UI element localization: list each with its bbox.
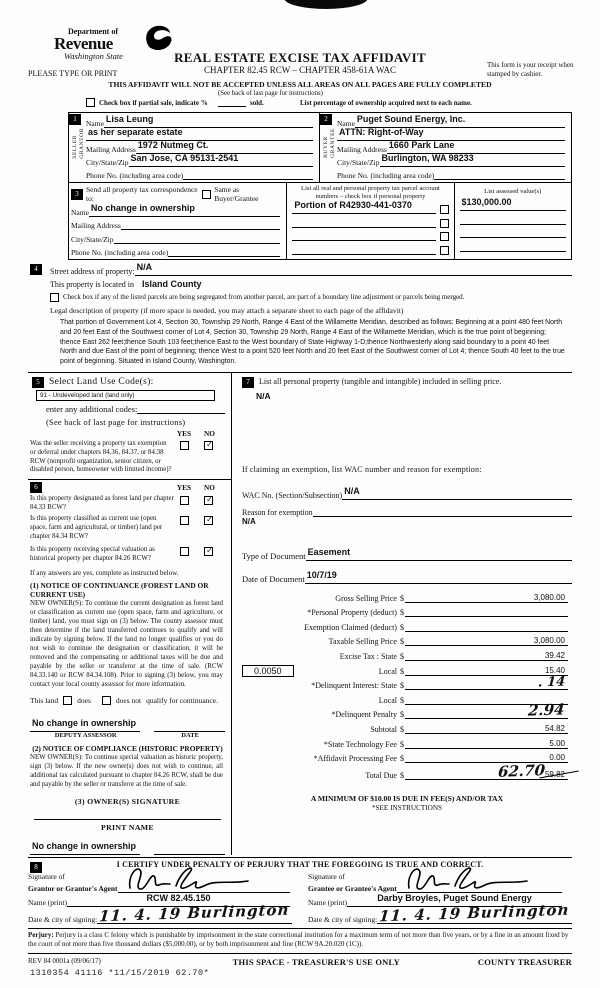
acceptance-warning: THIS AFFIDAVIT WILL NOT BE ACCEPTED UNLESS ALL AREAS ON ALL PAGES ARE FULLY COMPLETED bbox=[108, 80, 492, 89]
does-not-qualify-checkbox[interactable] bbox=[102, 696, 111, 705]
tax-field-exemption[interactable] bbox=[405, 622, 568, 632]
buyer-role-label: BUYER bbox=[323, 136, 329, 158]
exemption-header: If claiming an exemption, list WAC number and reason for exemption: bbox=[241, 464, 482, 474]
tax-field-processing-fee[interactable]: 0.00 bbox=[405, 753, 568, 763]
forest-land-question: Is this property designated as forest land per chapter 84.33 RCW? bbox=[30, 495, 174, 512]
historic-question: Is this property receiving special valuation as historical property per chapter 84.26 RCW? bbox=[30, 546, 155, 563]
personal-property-checkbox-2[interactable] bbox=[440, 219, 449, 228]
deputy-assessor-label: DEPUTY ASSESSOR bbox=[54, 731, 117, 739]
seller-role-label: SELLER bbox=[72, 134, 78, 159]
no-header: NO bbox=[204, 428, 215, 438]
logo-state-line: Washington State bbox=[64, 51, 123, 62]
seller-name-label: Name bbox=[86, 119, 104, 128]
treasurer-space-label: THIS SPACE - TREASURER'S USE ONLY bbox=[232, 956, 400, 967]
seller-section bbox=[69, 113, 320, 182]
parcel-field-1[interactable]: Portion of R42930-441-0370 bbox=[292, 195, 435, 214]
seller-name2-field[interactable]: as her separate estate bbox=[86, 122, 313, 141]
tax-row-gross: Gross Selling Price $ 3,080.00 bbox=[242, 588, 572, 603]
same-as-buyer-checkbox[interactable] bbox=[202, 190, 211, 199]
grantee-name-label: Name (print) bbox=[308, 898, 347, 908]
parcel-field-4[interactable] bbox=[292, 246, 435, 255]
personal-property-value[interactable]: N/A bbox=[255, 390, 271, 401]
historic-no-checkbox[interactable]: ✓ bbox=[204, 547, 213, 556]
forest-no-checkbox[interactable]: ✓ bbox=[204, 496, 213, 505]
grantee-sig-label-2: Grantee or Grantee's Agent bbox=[308, 883, 397, 893]
notice-compliance-text: NEW OWNER(S): To continue special valuation as historic property, sign (3) below. If the new owner(s) does not wish to continue, all additional tax calculated pursuant to chapter 84.26 RCW, shall be due and payable by the seller or transferor at the time of sale. bbox=[30, 753, 223, 788]
certify-statement: I CERTIFY UNDER PENALTY OF PERJURY THAT THE FOREGOING IS TRUE AND CORRECT. bbox=[116, 859, 484, 869]
wac-number-label: WAC No. (Section/Subsection) bbox=[241, 490, 343, 500]
see-back-instructions: (See back of last page for instructions) bbox=[46, 416, 186, 427]
tax-row-tech-fee: *State Technology Fee $ 5.00 bbox=[242, 734, 572, 749]
grantee-date-handwritten: 11. 4. 19 Burlington bbox=[378, 900, 571, 926]
notice-compliance-title: (2) NOTICE OF COMPLIANCE (HISTORIC PROPERTY) bbox=[32, 743, 223, 753]
exemption-reason-label: Reason for exemption bbox=[241, 507, 313, 517]
tax-row-total-due: Total Due $ 62.70 59.82 bbox=[242, 763, 572, 780]
print-name-heading: PRINT NAME bbox=[101, 822, 154, 832]
corr-city-field[interactable] bbox=[114, 234, 281, 244]
grantor-date-handwritten: 11. 4. 19 Burlington bbox=[98, 900, 291, 926]
section-6-number: 6 bbox=[30, 482, 42, 493]
deputy-date-label: DATE bbox=[181, 731, 200, 739]
segregated-checkbox[interactable] bbox=[50, 293, 59, 302]
buyer-section bbox=[320, 113, 571, 182]
parcel-numbers-section bbox=[287, 183, 454, 259]
parcel-field-3[interactable] bbox=[292, 232, 435, 241]
ownership-percentage-note: List percentage of ownership acquired next to each name. bbox=[300, 99, 472, 107]
street-address-field[interactable]: N/A bbox=[135, 257, 572, 276]
handwritten-penalty: 2.94 bbox=[527, 700, 566, 720]
seller-phone-field[interactable] bbox=[183, 170, 313, 180]
dor-swoosh-icon bbox=[140, 23, 174, 53]
seller-city-label: City/State/Zip bbox=[86, 158, 129, 167]
grantee-signature-block bbox=[300, 872, 572, 924]
parcel-field-2[interactable] bbox=[292, 219, 435, 228]
yes-header-2: YES bbox=[176, 483, 192, 493]
doc-type-label: Type of Document bbox=[241, 550, 306, 561]
does-not-label: does not bbox=[115, 695, 142, 705]
land-use-column bbox=[28, 373, 232, 855]
tax-row-delinquent-penalty: *Delinquent Penalty $ 2.94 bbox=[242, 705, 572, 720]
grantor-signature-block bbox=[28, 872, 300, 924]
tax-row-excise-state: Excise Tax : State $ 39.42 bbox=[242, 646, 572, 661]
rev-number: REV 84 0001a (09/06/17) bbox=[28, 956, 101, 965]
tax-row-taxable: Taxable Selling Price $ 3,080.00 bbox=[242, 632, 572, 647]
parties-table bbox=[68, 112, 572, 260]
additional-codes-field[interactable] bbox=[137, 405, 225, 414]
tax-row-delinquent-interest-state: *Delinquent Interest: State $ . 14 bbox=[242, 676, 572, 691]
perjury-notice bbox=[28, 928, 572, 954]
corr-mailing-field[interactable] bbox=[121, 220, 281, 230]
doc-date-label: Date of Document bbox=[241, 573, 305, 584]
tax-field-excise-state[interactable]: 39.42 bbox=[405, 651, 568, 661]
does-label: does bbox=[77, 695, 91, 705]
form-footer bbox=[28, 957, 572, 967]
tax-row-local: 0.0050 Local $ 15.40 bbox=[242, 661, 572, 676]
grantee-signature-field[interactable] bbox=[397, 881, 562, 893]
personal-property-checkbox-4[interactable] bbox=[440, 246, 449, 255]
qualify-prefix: This land bbox=[30, 695, 59, 705]
corr-name-field[interactable]: No change in ownership bbox=[89, 198, 280, 217]
grantor-name-label: Name (print) bbox=[28, 898, 67, 908]
section-7-number: 7 bbox=[242, 377, 254, 388]
minimum-due-note: A MINIMUM OF $10.00 IS DUE IN FEE(S) AND/OR TAX bbox=[310, 794, 504, 804]
print-name-field-2[interactable] bbox=[154, 845, 225, 855]
assessed-field-1[interactable]: $130,000.00 bbox=[460, 192, 566, 211]
tax-row-delinquent-interest-local: Local $ bbox=[242, 690, 572, 705]
buyer-phone-field[interactable] bbox=[434, 170, 565, 180]
buyer-city-field[interactable]: Burlington, WA 98233 bbox=[380, 148, 566, 167]
perjury-text: Perjury is a class C felony which is punishable by imprisonment in the state correctional institution for a maximum term of not more than five years, or by a fine in an amount fixed by the court of not more than five thousand dollars ($5,000.00), or by both imprisonment and fine (RCW 9A.20.020 (1C)). bbox=[28, 931, 569, 949]
legal-description-label: Legal description of property (if more space is needed, you may attach a separate sheet to each page of the affidavit) bbox=[50, 306, 404, 315]
tax-row-processing-fee: *Affidavit Processing Fee $ 0.00 bbox=[242, 749, 572, 764]
corr-phone-field[interactable] bbox=[168, 247, 280, 257]
tax-field-delinquent-penalty[interactable] bbox=[405, 700, 568, 720]
grantee-date-label: Date & city of signing: bbox=[308, 915, 378, 925]
type-or-print-note: PLEASE TYPE OR PRINT bbox=[28, 69, 118, 78]
personal-property-checkbox-1[interactable] bbox=[440, 205, 449, 214]
land-use-title: Select Land Use Code(s): bbox=[49, 377, 154, 388]
deputy-assessor-field[interactable]: No change in ownership bbox=[30, 713, 140, 732]
grantor-name-field[interactable]: RCW 82.45.150 bbox=[67, 888, 290, 907]
partial-sale-label: Check box if partial sale, indicate % bbox=[99, 99, 208, 107]
handwritten-total: 62.70 bbox=[497, 761, 546, 781]
qualify-suffix: qualify for continuance. bbox=[146, 695, 218, 705]
form-title: REAL ESTATE EXCISE TAX AFFIDAVIT bbox=[174, 50, 426, 65]
buyer-attn-field[interactable]: ATTN: Right-of-Way bbox=[337, 122, 565, 141]
no-header-2: NO bbox=[204, 483, 215, 493]
certification-section bbox=[28, 857, 572, 924]
grantor-role-label: GRANTOR bbox=[79, 128, 86, 159]
partial-sale-sold-label: sold. bbox=[250, 99, 264, 107]
tax-row-subtotal: Subtotal $ 54.82 bbox=[242, 719, 572, 734]
assessed-field-4[interactable] bbox=[460, 243, 566, 252]
current-use-no-checkbox[interactable]: ✓ bbox=[204, 516, 213, 525]
notice-continuance-title: (1) NOTICE OF CONTINUANCE (FOREST LAND OR CURRENT USE) bbox=[30, 581, 209, 600]
tax-field-local[interactable]: 15.40 bbox=[405, 666, 568, 676]
grantor-sig-label-2: Grantor or Grantor's Agent bbox=[28, 883, 118, 893]
tax-column bbox=[232, 373, 572, 855]
tax-field-delinquent-interest-state[interactable] bbox=[405, 676, 568, 690]
tax-field-taxable[interactable]: 3,080.00 bbox=[405, 636, 568, 646]
seller-phone-label: Phone No. (including area code) bbox=[86, 171, 184, 180]
partial-sale-checkbox[interactable] bbox=[86, 98, 95, 107]
buyer-name-field[interactable]: Puget Sound Energy, Inc. bbox=[355, 109, 565, 128]
does-qualify-checkbox[interactable] bbox=[63, 696, 72, 705]
tax-row-exemption: Exemption Claimed (deduct) $ bbox=[242, 617, 572, 632]
historic-yes-checkbox[interactable] bbox=[180, 547, 189, 556]
tax-computation bbox=[242, 588, 572, 780]
seller-name-field[interactable]: Lisa Leung bbox=[104, 109, 313, 128]
correspondence-section bbox=[69, 183, 287, 259]
buyer-name-label: Name bbox=[337, 119, 355, 128]
corr-city-label: City/State/Zip bbox=[71, 234, 114, 244]
form-subtitle: CHAPTER 82.45 RCW – CHAPTER 458-61A WAC bbox=[204, 65, 396, 75]
seller-mailing-label: Mailing Address bbox=[86, 145, 136, 154]
seller-mailing-field[interactable]: 1972 Nutmeg Ct. bbox=[136, 135, 313, 154]
tax-field-subtotal[interactable]: 54.82 bbox=[405, 724, 568, 734]
located-county-value[interactable]: Island County bbox=[141, 279, 202, 289]
grantor-sig-label-1: Signature of bbox=[28, 871, 65, 881]
buyer-city-label: City/State/Zip bbox=[337, 158, 380, 167]
tax-field-gross[interactable]: 3,080.00 bbox=[405, 593, 568, 603]
deputy-date-field[interactable] bbox=[154, 722, 225, 732]
assessed-field-2[interactable] bbox=[460, 216, 566, 225]
see-back-note: (See back of last page for instructions) bbox=[218, 90, 323, 97]
partial-sale-percent-field[interactable] bbox=[218, 99, 246, 107]
segregated-label: Check box if any of the listed parcels are being segregated from another parcel, are part of a boundary line adjustment or parcels being merged. bbox=[63, 293, 465, 301]
handwritten-interest: . 14 bbox=[537, 674, 566, 691]
assessed-header: List assessed value(s) bbox=[484, 188, 542, 195]
tax-field-total-due[interactable] bbox=[405, 761, 568, 781]
buyer-phone-label: Phone No. (including area code) bbox=[337, 171, 435, 180]
grantor-date-field[interactable] bbox=[97, 900, 291, 926]
section-6-divider bbox=[28, 479, 231, 480]
section-4-number: 4 bbox=[30, 264, 42, 275]
tax-row-personal: *Personal Property (deduct) $ bbox=[242, 603, 572, 618]
section-3-number: 3 bbox=[71, 189, 83, 200]
grantee-role-label: GRANTEE bbox=[330, 128, 337, 158]
buyer-mailing-field[interactable]: 1660 Park Lane bbox=[387, 135, 565, 154]
printed-total-struck: 59.82 bbox=[544, 770, 565, 780]
grantor-date-label: Date & city of signing: bbox=[28, 915, 98, 925]
corr-name-label: Name bbox=[71, 207, 89, 217]
grantee-date-field[interactable] bbox=[377, 900, 571, 926]
print-name-field[interactable]: No change in ownership bbox=[30, 836, 140, 855]
mid-sections bbox=[28, 372, 572, 855]
corr-mailing-label: Mailing Address bbox=[71, 221, 121, 230]
doc-type-field[interactable]: Easement bbox=[306, 542, 572, 561]
assessed-values-section bbox=[455, 183, 571, 259]
grantor-signature bbox=[124, 862, 264, 896]
grantee-name-field[interactable]: Darby Broyles, Puget Sound Energy bbox=[347, 888, 562, 907]
perjury-bold-label: Perjury: bbox=[28, 931, 54, 940]
cashier-receipt-stamp: 1310354 41116 *11/15/2019 62.70* bbox=[30, 967, 210, 978]
redaction-oval bbox=[284, 0, 368, 9]
buyer-mailing-label: Mailing Address bbox=[337, 145, 387, 154]
local-rate-box[interactable]: 0.0050 bbox=[242, 665, 294, 677]
form-header bbox=[0, 0, 600, 112]
owners-signature-field[interactable] bbox=[34, 806, 221, 820]
grantee-sig-label-1: Signature of bbox=[308, 871, 345, 881]
section-2-number: 2 bbox=[320, 114, 332, 125]
personal-property-label: List all personal property (tangible and intangible) included in selling price. bbox=[258, 376, 502, 386]
tax-field-tech-fee[interactable]: 5.00 bbox=[405, 739, 568, 749]
wac-number-field[interactable]: N/A bbox=[342, 481, 572, 500]
located-in-label: This property is located in bbox=[50, 280, 134, 289]
doc-date-field[interactable]: 10/7/19 bbox=[305, 565, 572, 584]
legal-description-text[interactable]: That portion of Government Lot 4, Section 30, Township 29 North, Range 4 East of the Willamette Meridian, described as follows: Beginning at a point 480 feet North and 20 feet East of the Southwest corner of Lot 4, Section 30, Township 29 North, Range 4 East of the Willamette Meridian, which is the true point of beginning; thence East 262 feet;thence South 103 feet;thence East to the West boundary of State Highway 1-D;thence Northwesterly along said boundary to a point 40 feet North and due East of the point of beginning; thence West to a point 520 feet North and 20 feet East of the Southwest corner of Lot 4; thence South 40 feet to the true point of beginning. Situated in Island County, Washington. bbox=[60, 319, 565, 366]
exemption-reason-field[interactable] bbox=[313, 507, 572, 517]
forest-yes-checkbox[interactable] bbox=[180, 496, 189, 505]
exemption-yes-checkbox[interactable] bbox=[180, 441, 189, 450]
see-instructions-note: *SEE INSTRUCTIONS bbox=[371, 804, 443, 813]
corr-phone-label: Phone No. (including area code) bbox=[71, 248, 169, 257]
section-8-number: 8 bbox=[30, 862, 42, 873]
exemption-reason-value: N/A bbox=[241, 516, 256, 526]
county-treasurer-label: COUNTY TREASURER bbox=[477, 956, 572, 967]
additional-codes-label: enter any additional codes: bbox=[46, 403, 138, 414]
logo-dept-line: Department of bbox=[68, 27, 118, 36]
correspondence-send-label: Send all property tax correspondence to: bbox=[86, 185, 198, 203]
exemption-question: Was the seller receiving a property tax exemption or deferral under chapters 84.36, 84.37, or 84.38 RCW (nonprofit organization, senior citizen, or disabled person, homeowner with limited income)? bbox=[30, 439, 172, 474]
current-use-question: Is this property classified as current use (open space, farm and agricultural, or timber) land per chapter 84.34 RCW? bbox=[30, 514, 163, 540]
yes-header: YES bbox=[176, 428, 192, 438]
assessed-field-3[interactable] bbox=[460, 229, 566, 238]
tax-field-personal[interactable] bbox=[405, 607, 568, 617]
receipt-note: This form is your receipt when stamped by cashier. bbox=[487, 61, 574, 78]
grantor-signature-field[interactable] bbox=[118, 881, 290, 893]
notice-continuance-text: NEW OWNER(S): To continue the current designation as forest land or classification as current use (open space, farm and agriculture, or timber) land, you must sign on (3) below. The county assessor must then determine if the land transferred continues to qualify and will indicate by signing below. If the land no longer qualifies or you do not wish to continue the designation or classification, it will be removed and the compensating or additional taxes will be due and payable by the seller or transferor at the time of sale. (RCW 84.33.140 or RCW 84.34.108). Prior to signing (3) below, you may contact your local county assessor for more information. bbox=[30, 600, 223, 688]
land-use-code-select[interactable]: 91 - Undeveloped land (land only) bbox=[36, 390, 215, 401]
current-use-yes-checkbox[interactable] bbox=[180, 516, 189, 525]
logo-revenue-line: Revenue bbox=[54, 34, 113, 53]
same-as-buyer-label: Same as Buyer/Grantee bbox=[214, 185, 259, 203]
parcel-header: List all real and personal property tax parcel account numbers – check box if personal property bbox=[301, 185, 440, 200]
seller-city-field[interactable]: San Jose, CA 95131-2541 bbox=[129, 148, 314, 167]
personal-property-checkbox-3[interactable] bbox=[440, 232, 449, 241]
property-location-section bbox=[28, 263, 572, 367]
section-1-number: 1 bbox=[69, 114, 81, 125]
owners-signature-heading: (3) OWNER(S) SIGNATURE bbox=[74, 796, 181, 806]
exemption-no-checkbox[interactable]: ✓ bbox=[204, 441, 213, 450]
section-5-number: 5 bbox=[32, 377, 44, 388]
grantee-signature bbox=[403, 862, 543, 896]
street-address-label: Street address of property: bbox=[50, 267, 135, 276]
if-any-yes-note: If any answers are yes, complete as instructed below. bbox=[30, 569, 179, 578]
